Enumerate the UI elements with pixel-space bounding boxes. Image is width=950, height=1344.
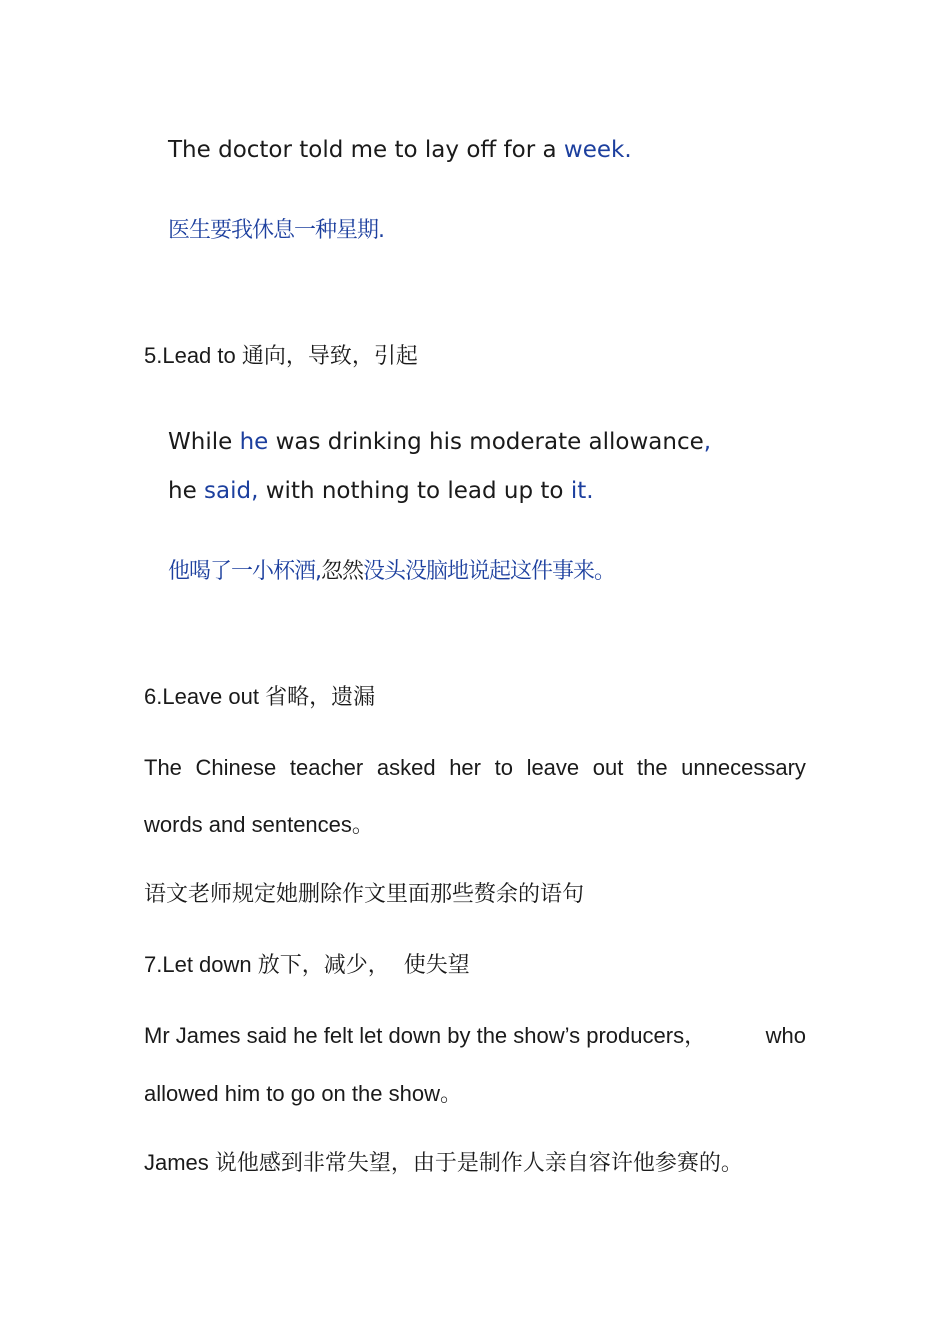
example-sentence-lead-to-line2 [168, 480, 594, 503]
example-punctuation: 。 [439, 1082, 462, 1107]
heading-lead-to [144, 345, 418, 368]
example-highlight: he [239, 429, 269, 455]
example-punctuation: 。 [351, 813, 374, 838]
example-text: who [765, 1023, 806, 1048]
translation-part: 他喝了一小杯酒, [168, 559, 321, 584]
heading-let-down [144, 954, 470, 977]
translation-let-down [144, 1152, 743, 1175]
example-text: allowed him to go on the show [144, 1081, 440, 1106]
word: to [494, 755, 513, 780]
example-highlight: , [703, 429, 712, 455]
word: leave [526, 755, 580, 780]
heading-phrase: 7.Let down [144, 952, 258, 977]
heading-meaning: 省略，遗漏 [265, 685, 376, 710]
word: asked [376, 755, 436, 780]
example-text-main: Mr James said he felt let down by the show’s producers [144, 1023, 685, 1048]
example-sentence-leave-out-line1 [144, 757, 806, 779]
heading-leave-out [144, 686, 375, 709]
heading-phrase: 5.Lead to [144, 343, 242, 368]
example-text: The doctor told me to lay off for a [168, 137, 564, 163]
word: out [592, 755, 624, 780]
word: Chinese [195, 755, 277, 780]
heading-meaning: 放下，减少， 使失望 [257, 953, 470, 978]
translation-leave-out: 语文老师规定她删除作文里面那些赘余的语句 [144, 882, 585, 907]
translation-part: 忽然 [321, 559, 364, 584]
example-text [144, 1025, 706, 1048]
word: unnecessary [681, 755, 806, 780]
word: her [449, 755, 481, 780]
translation-part: 没头没脑地说起这件事来。 [363, 559, 616, 584]
example-text: words and sentences [144, 812, 352, 837]
translation-lay-off: 医生要我休息一种星期. [168, 218, 384, 243]
example-highlight: said, [204, 478, 259, 504]
example-highlight: it. [570, 478, 594, 504]
heading-meaning: 通向，导致，引起 [241, 344, 418, 369]
example-text: with nothing to lead up to [258, 478, 571, 504]
heading-phrase: 6.Leave out [144, 684, 266, 709]
example-text: he [168, 478, 205, 504]
translation-text: 说他感到非常失望，由于是制作人亲自容许他参赛的。 [214, 1151, 743, 1176]
word: teacher [289, 755, 364, 780]
example-sentence-leave-out-line2 [144, 814, 374, 837]
word: the [636, 755, 668, 780]
example-sentence-lay-off [168, 139, 632, 162]
example-sentence-let-down-line2 [144, 1083, 462, 1106]
example-sentence-lead-to-line1 [168, 431, 711, 454]
translation-lead-to [168, 561, 615, 583]
example-sentence-let-down-line1 [144, 1025, 806, 1048]
word: The [144, 755, 182, 780]
example-punctuation: ， [684, 1024, 707, 1049]
translation-name: James [144, 1150, 215, 1175]
example-highlight: week. [563, 137, 632, 163]
example-text: was drinking his moderate allowance [268, 429, 704, 455]
example-text: While [168, 429, 240, 455]
